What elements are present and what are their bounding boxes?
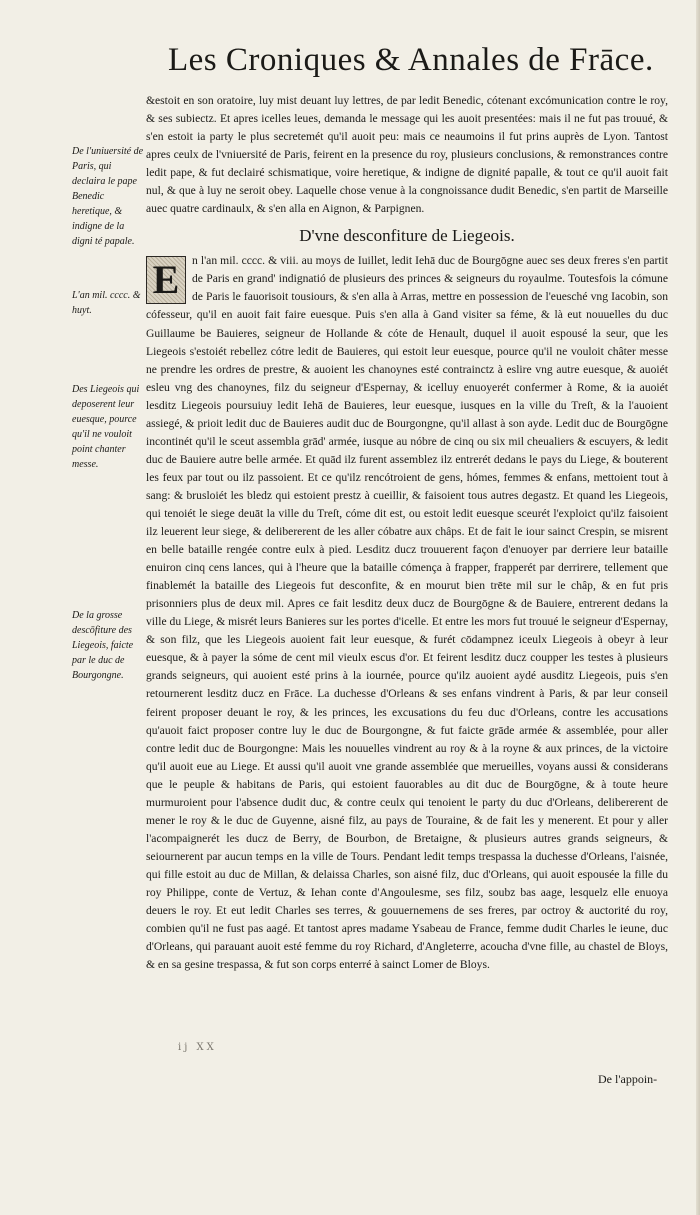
main-text-column (146, 92, 668, 974)
paragraph-main (146, 252, 668, 974)
signature-mark: ij XX (178, 1042, 217, 1053)
paragraph-opening: &estoit en son oratoire, luy mist deuant luy lettres, de par ledit Benedic, cótenant excómunication contre le roy, & ses subiectz. Et apres icelles leues, demanda le message qui les auoit presentées: mais il ne fut pas trouué, & s'en estoit ia party le plus secretemét qu'il auoit peu: mais ce neaumoins il fut prins auprès de Lyon. Tantost apres ceulx de l'vniuersité de Paris, feirent en la presence du roy, plusieurs conclusions, & remonstrances contre ledit pape, & fut declairé schismatique, voire heretique, & indigne de dignité papalle, & tout ce qu'il auoit fait nul, & que à luy ne seroit obey. Laquelle chose venue à la congnoissance dudit Benedic, s'en partit de Marseille auec quatre cardinaulx, & s'en alla en Aignon, & Parpignen. (146, 94, 668, 216)
page-title: Les Croniques & Annales de Frāce. (168, 42, 654, 78)
paragraph-main-text: n l'an mil. cccc. & viii. au moys de Iuillet, ledit Iehā duc de Bourgōgne auec ses deux freres s'en partit de Paris en grand' indignatió de plusieurs des princes & seigneurs du royaulme. Toutesfois la cómune de Paris le fauorisoit tousiours, & s'en alla à Arras, mettre en possession de l'euesché vng Iacobin, son cófesseur, qu'il en auoit fait faire euesque. Puis s'en alla à Gand visiter sa féme, & là eut nouuelles du duc Guillaume be Bauieres, seigneur de Hollande & cóte de Henault, duquel il auoit espousé la seur, que les Liegeois s'estoiét rebellez cótre ledit de Bauieres, qui estoit leur euesque, pource qu'il ne vouloit châter messe ne prendre les ordres de prestre, & auoient les chanoynes esté contrainctz à eslire vng autre euesque, & auoiét esleu vng des chanoynes, filz du seigneur d'Espernay, & icelluy enuoyerét confermer à Rome, & ia auoiét lesditz Liegeois poursuiuy ledit Iehā de Bauieres, leur euesque, iusques en la ville du Treſt, & la l'auoient assiegé, & prioit ledit duc de Bauieres audit duc de Bourgongne, qu'il allast à son ayde. Ledit duc de Bourgōgne incontinét qu'il le sceut assembla grād' armée, iusque au nóbre de cinq ou six mil cheualiers & escuyers, & ledit duc de Bauiere autre belle armée. Et quād ilz furent assemblez ilz entrerét dedans le pays du Liege, & bouterent les feux par tout ou ilz passoient. Et ce qu'ilz rencótroient de gens, hómes, femmes & enfans, mettoient tout à sang: & brusloiét les bledz qui estoient prestz à cueillir, & faisoient tous autres degastz. Et quand les Liegeois, qui tenoiét le siege deuāt la ville du Treſt, cóme dit est, ou estoit ledit euesque sceurét l'exploict qu'ilz faisoient ilz leuerent leur siege, & delibererent de les aller cóbatre aux châps. Et de fait le iour sainct Crespin, se misrent en belle bataille rengée contre eulx à pied. Lesditz ducz trouuerent façon d'enuoyer par derriere leur bataille enuiron cinq cens lances, qui à l'heure que la bataille cómença à frapper, frapperét par derrirere, tellement que finablemét la bataille des Liegeois fut desconfite, & en mourut bien trēte mil sur le châp, & en fut pris prisonniers plus de deux mil. Apres ce fait lesditz deux ducz de Bourgōgne & de Bauiere, entrerent dedans la ville du Liege, & misrét leurs Banieres sur les portes d'icelle. Et entre les mors fut trouué le seigneur d'Espernay, & son filz, que les Liegeois auoient fait leur euesque, & furét cōdampnez iceulx Liegeois à obeyr à leur euesque, & à payer la sóme de cent mil vieulx escus d'or. Et feirent lesditz ducz coupper les testes à plusieurs grands seigneurs, qui auoient esté prins à la iournée, pource qu'ilz auoient aydé ausditz Liegeois, puis s'en retournerent lesditz ducz en Frāce. La duchesse d'Orleans & ses enfans vindrent à Paris, & par leur conseil feirent proposer deuant le roy, & les princes, les excusations du feu duc d'Orleans, contre les accusations qu'auoit faict proposer contre luy le duc de Bourgongne, & fut faicte grāde armée & assemblée, pour aller contre ledit duc de Bourgongne: Mais les nouuelles vindrent au roy & à la royne & aux princes, de la victoire qu'il auoit eue au Liege. Et aussi qu'il auoit vne grande assemblée que merueilles, voyans aussi & considerans que le peuple & habitans de Paris, qui estoient fauorables au dit duc de Bourgōgne, & à toute heure murmuroient pour l'absence dudit duc, & contre ceulx qui tenoient le party du duc d'Orleans, delibererent de mener le roy & le duc de Guyenne, aisné filz, au pays de Touraine, & de fait les y menerent. Et pour y aller l'acompaignerét les ducz de Berry, de Bourbon, de Bretaigne, & plusieurs autres grands seigneurs, & seiournerent par aucun temps en la ville de Tours. Pendant ledit temps trespassa la duchesse d'Orleans, l'aisnée, qui fille estoit au duc de Millan, & delaissa Charles, son aisné filz, duc d'Orleans, qui auoit espousée la fille du roy Philippe, conte de Vertuz, & Iehan conte d'Angoulesme, ses filz, soubz bas aage, lesquelz elle enuoya deuers le roy. Et eut ledit Charles ses terres, & gouuernemens de ses freres, par octroy & auctorité du roy, combien qu'il ne fust pas aagé. Et tantost apres madame Ysabeau de France, femme dudit Charles le ieune, duc d'Orleans, qui parauant auoit esté femme du roy Richard, d'Angleterre, acoucha d'vne fille, au chastel de Bloys, & en sa gesine trespassa, & fut son corps enterré à sainct Lomer de Bloys. (146, 254, 668, 972)
dropcap-letter: E (152, 257, 180, 303)
margin-note-year: L'an mil. cccc. & huyt. (72, 290, 141, 316)
margin-note-liegeois: Des Liegeois qui deposerent leur euesque, pource qu'il ne vouloit point chanter messe. (72, 384, 140, 470)
section-heading: D'vne desconfiture de Liegeois. (299, 226, 515, 246)
margin-note-university: De l'uniuersité de Paris, qui declaira le pape Benedic heretique, & indigne de la digni té papale. (72, 146, 144, 247)
page-edge (696, 0, 700, 1215)
margin-note-defeat: De la grosse descōfiture des Liegeois, faicte par le duc de Bourgongne. (72, 610, 134, 681)
decorated-initial (146, 256, 186, 304)
catchword: De l'appoin- (598, 1072, 658, 1086)
